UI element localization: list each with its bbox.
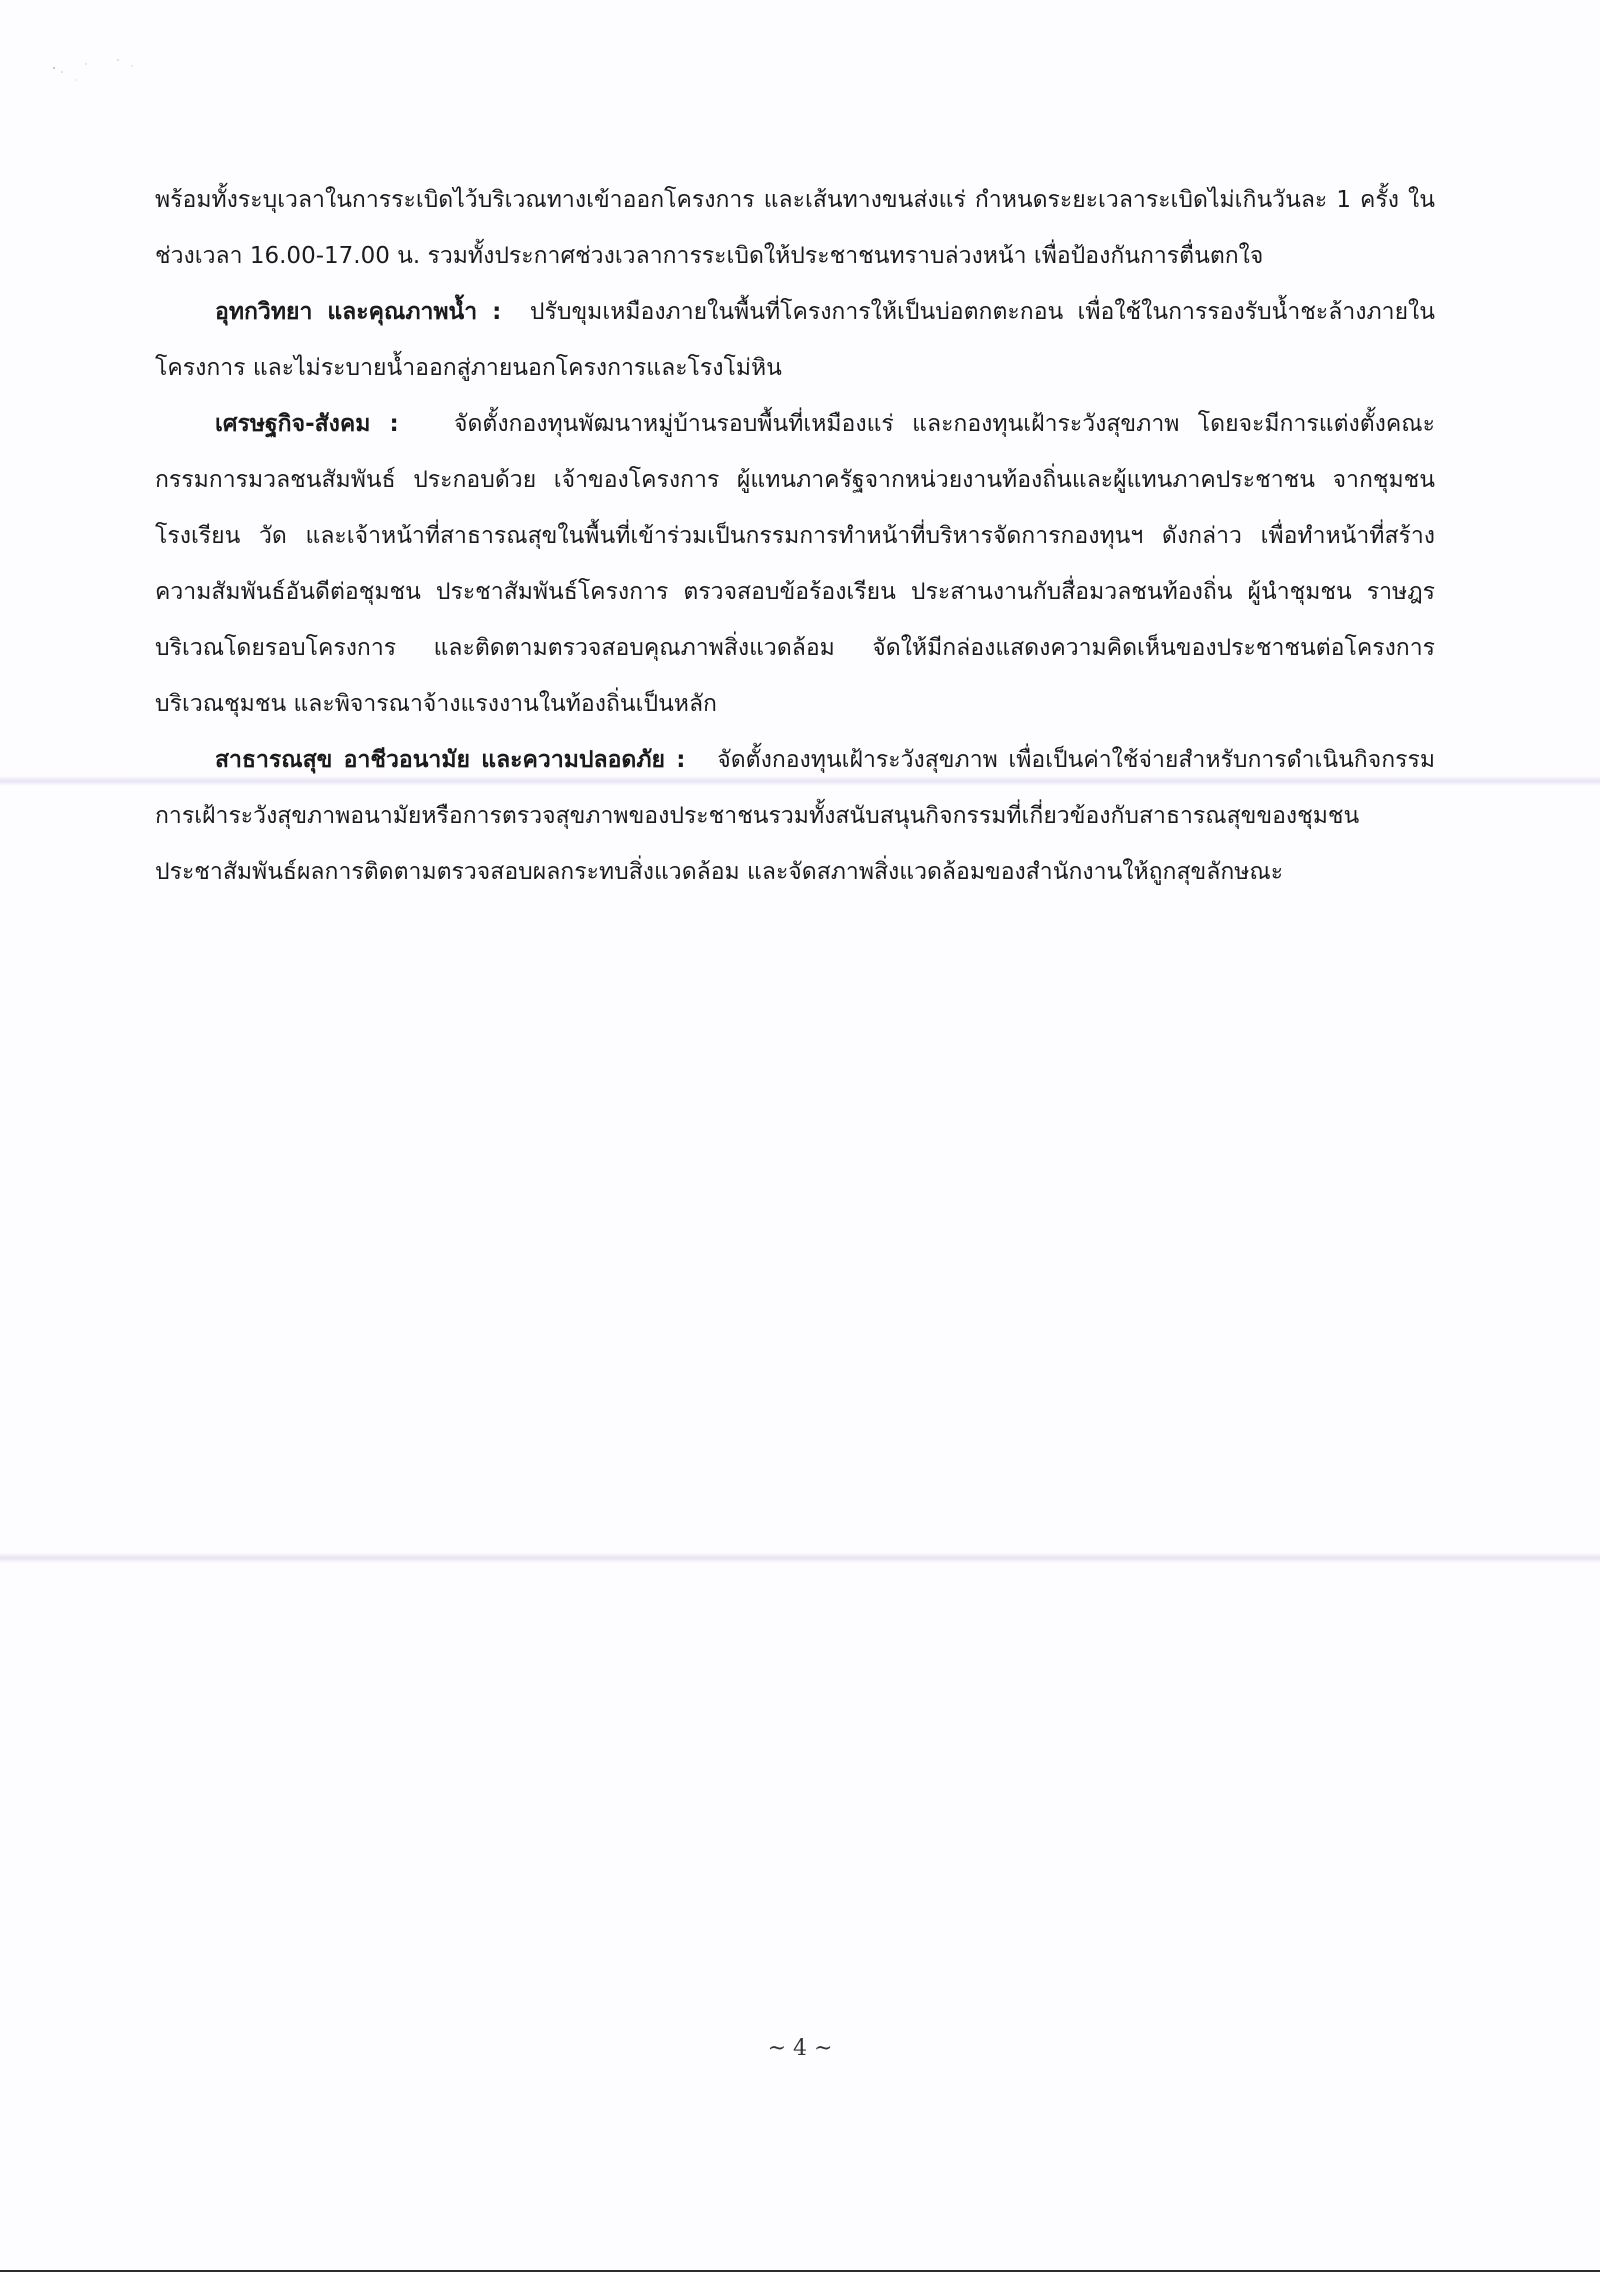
paragraph-body: จัดตั้งกองทุนพัฒนาหมู่บ้านรอบพื้นที่เหมืองแร่ และกองทุนเฝ้าระวังสุขภาพ โดยจะมีการแต่งตั้งคณะกรรมการมวลชนสัมพันธ์ ประกอบด้วย เจ้าของโครงการ ผู้แทนภาครัฐจากหน่วยงานท้องถิ่นและผู้แทนภาคประชาชน จากชุมชน โรงเรียน วัด และเจ้าหน้าที่สาธารณสุขในพื้นที่เข้าร่วมเป็นกรรมการทำหน้าที่บริหารจัดการกองทุนฯ ดังกล่าว เพื่อทำหน้าที่สร้างความสัมพันธ์อันดีต่อชุมชน ประชาสัมพันธ์โครงการ ตรวจสอบข้อร้องเรียน ประสานงานกับสื่อมวลชนท้องถิ่น ผู้นำชุมชน ราษฎรบริเวณโดยรอบโครงการ และติดตามตรวจสอบคุณภาพสิ่งแวดล้อม จัดให้มีกล่องแสดงความคิดเห็นของประชาชนต่อโครงการบริเวณชุมชน และพิจารณาจ้างแรงงานในท้องถิ่นเป็นหลัก <box>155 411 1435 717</box>
scan-specks <box>40 50 160 110</box>
paragraph-body: พร้อมทั้งระบุเวลาในการระเบิดไว้บริเวณทางเข้าออกโครงการ และเส้นทางขนส่งแร่ กำหนดระยะเวลาระเบิดไม่เกินวันละ 1 ครั้ง ในช่วงเวลา 16.00-17.00 น. รวมทั้งประกาศช่วงเวลาการระเบิดให้ประชาชนทราบล่วงหน้า เพื่อป้องกันการตื่นตกใจ <box>155 187 1435 269</box>
paragraph-body: ปรับขุมเหมืองภายในพื้นที่โครงการให้เป็นบ่อตกตะกอน เพื่อใช้ในการรองรับน้ำชะล้างภายในโครงการ และไม่ระบายน้ำออกสู่ภายนอกโครงการและโรงโม่หิน <box>155 299 1436 381</box>
paragraph-public-health <box>155 732 1435 900</box>
page-number: ~ 4 ~ <box>767 2036 833 2061</box>
paragraph-hydrology <box>155 284 1435 396</box>
paragraph-blasting <box>155 172 1435 284</box>
paragraph-heading: อุทกวิทยา และคุณภาพน้ำ : <box>215 299 502 325</box>
paper-fold-line <box>0 1553 1600 1563</box>
paragraph-heading: เศรษฐกิจ-สังคม : <box>215 411 399 437</box>
document-body <box>155 172 1435 900</box>
paragraph-socioeconomic <box>155 396 1435 732</box>
scan-edge-line <box>0 2270 1600 2272</box>
paragraph-heading: สาธารณสุข อาชีวอนามัย และความปลอดภัย : <box>215 747 686 773</box>
paragraph-body: จัดตั้งกองทุนเฝ้าระวังสุขภาพ เพื่อเป็นค่าใช้จ่ายสำหรับการดำเนินกิจกรรมการเฝ้าระวังสุขภาพอนามัยหรือการตรวจสุขภาพของประชาชนรวมทั้งสนับสนุนกิจกรรมที่เกี่ยวข้องกับสาธารณสุขของชุมชน ประชาสัมพันธ์ผลการติดตามตรวจสอบผลกระทบสิ่งแวดล้อม และจัดสภาพสิ่งแวดล้อมของสำนักงานให้ถูกสุขลักษณะ <box>155 747 1436 885</box>
